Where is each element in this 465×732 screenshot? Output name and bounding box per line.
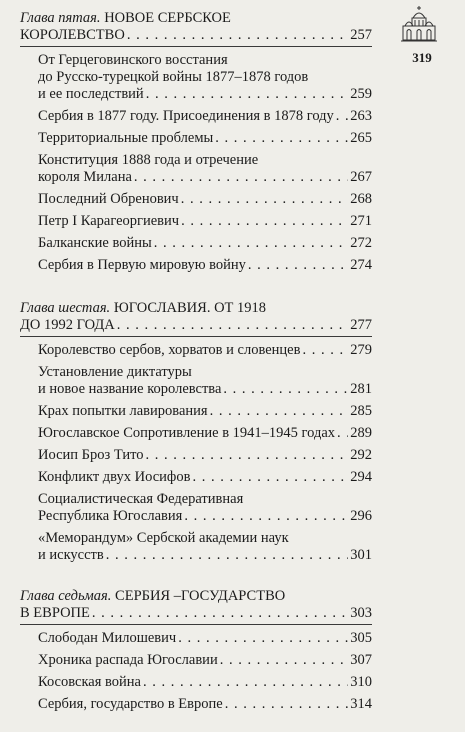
cathedral-ornament-icon	[399, 4, 439, 44]
toc-entry[interactable]	[38, 447, 372, 464]
dot-leader	[127, 27, 348, 44]
toc-entry[interactable]	[38, 674, 372, 691]
dot-leader	[178, 630, 348, 647]
toc-entry[interactable]	[38, 257, 372, 274]
toc-entry-title: и ее последствий	[38, 86, 144, 102]
chapter-label: Глава шестая.	[20, 300, 111, 316]
toc-entry-title: и новое название королевства	[38, 381, 222, 397]
dot-leader	[337, 425, 348, 442]
toc-entry-title: Конфликт двух Иосифов	[38, 469, 191, 485]
toc-entry-title: Слободан Милошевич	[38, 630, 177, 646]
chapter-heading	[20, 300, 372, 317]
chapter-page-number: 303	[350, 605, 372, 621]
toc-entry-page: 296	[350, 508, 372, 524]
toc-entry-row	[38, 469, 372, 486]
toc-entry-title: Сербия в 1877 году. Присоединения в 1878 году	[38, 108, 334, 124]
toc-entry-row	[38, 108, 372, 125]
toc-entry-row	[38, 235, 372, 252]
toc-entry-title: Сербия в Первую мировую войну	[38, 257, 246, 273]
toc-entry-title: Республика Югославия	[38, 508, 183, 524]
toc-entry[interactable]	[38, 152, 372, 186]
dot-leader	[117, 317, 349, 334]
toc-entry-title: короля Милана	[38, 169, 132, 185]
dot-leader	[184, 508, 348, 525]
chapter-label: Глава пятая.	[20, 10, 101, 26]
toc-entry-row	[38, 169, 372, 186]
toc-entry-row	[38, 213, 372, 230]
toc-entry-page: 259	[350, 86, 372, 102]
toc-entry[interactable]	[38, 469, 372, 486]
chapter-divider	[20, 46, 372, 47]
chapter-block	[20, 10, 372, 274]
toc-entry-page: 285	[350, 403, 372, 419]
dot-leader	[154, 235, 349, 252]
chapter-title-line2: КОРОЛЕВСТВО	[20, 27, 125, 43]
toc-entry-row	[38, 547, 372, 564]
toc-entry-page: 314	[350, 696, 372, 712]
toc-entry[interactable]	[38, 130, 372, 147]
dot-leader	[134, 169, 348, 186]
dot-leader	[181, 191, 349, 208]
toc-entry-title: Косовская война	[38, 674, 141, 690]
dot-leader	[92, 605, 348, 622]
toc-entry[interactable]	[38, 235, 372, 252]
toc-entry-line: От Герцеговинского восстания	[38, 52, 228, 68]
dot-leader	[210, 403, 349, 420]
toc-entry-page: 310	[350, 674, 372, 690]
toc-entry-page: 263	[350, 108, 372, 124]
toc-entry-row	[38, 403, 372, 420]
chapter-page-number: 257	[350, 27, 372, 43]
chapter-divider	[20, 336, 372, 337]
toc-entry-title: Иосип Броз Тито	[38, 447, 144, 463]
toc-entry-page: 271	[350, 213, 372, 229]
toc-entry-row	[38, 130, 372, 147]
toc-entry[interactable]	[38, 630, 372, 647]
toc-entry-page: 267	[350, 169, 372, 185]
toc-entry-row	[38, 425, 372, 442]
toc-entry-page: 294	[350, 469, 372, 485]
toc-entry-page: 279	[350, 342, 372, 358]
dot-leader	[223, 381, 348, 398]
toc-entry-title: Балканские войны	[38, 235, 152, 251]
chapter-heading	[20, 10, 372, 27]
toc-entry[interactable]	[38, 652, 372, 669]
toc-entry-line: до Русско-турецкой войны 1877–1878 годов	[38, 69, 309, 85]
toc-entry-title: Королевство сербов, хорватов и словенцев	[38, 342, 301, 358]
toc-entry-row	[38, 447, 372, 464]
toc-entry-page: 305	[350, 630, 372, 646]
chapter-page-number: 277	[350, 317, 372, 333]
toc-entry[interactable]	[38, 108, 372, 125]
toc-entry-title: Петр I Карагеоргиевич	[38, 213, 180, 229]
dot-leader	[181, 213, 348, 230]
chapter-divider	[20, 624, 372, 625]
toc-entry-row	[38, 652, 372, 669]
toc-entry-row	[38, 696, 372, 713]
toc-entry-title: Территориальные проблемы	[38, 130, 214, 146]
toc-entry-page: 307	[350, 652, 372, 668]
chapter-title-line1: ЮГОСЛАВИЯ. ОТ 1918	[113, 300, 267, 316]
toc-entry-title: Крах попытки лавирования	[38, 403, 208, 419]
toc-entry-page: 274	[350, 257, 372, 273]
toc-entry-title: Югославское Сопротивление в 1941–1945 годах	[38, 425, 336, 441]
toc-entry[interactable]	[38, 342, 372, 359]
toc-entry[interactable]	[38, 52, 372, 103]
dot-leader	[248, 257, 348, 274]
chapter-label: Глава седьмая.	[20, 588, 112, 604]
dot-leader	[192, 469, 348, 486]
chapter-title-line1: СЕРБИЯ –ГОСУДАРСТВО	[115, 588, 286, 604]
toc-entry-page: 301	[350, 547, 372, 563]
table-of-contents	[20, 10, 372, 732]
toc-entry-row	[38, 630, 372, 647]
toc-entry-row	[38, 257, 372, 274]
toc-entry-page: 281	[350, 381, 372, 397]
chapter-heading	[20, 588, 372, 605]
toc-entry-page: 268	[350, 191, 372, 207]
toc-entry-title: Последний Обренович	[38, 191, 179, 207]
dot-leader	[146, 86, 349, 103]
chapter-block	[20, 300, 372, 564]
dot-leader	[146, 447, 349, 464]
chapter-title-line2: В ЕВРОПЕ	[20, 605, 90, 621]
dot-leader	[143, 674, 348, 691]
dot-leader	[336, 108, 348, 125]
chapter-title-row[interactable]	[20, 27, 372, 44]
toc-entry-page: 272	[350, 235, 372, 251]
page-number: 319	[412, 50, 432, 65]
toc-entry[interactable]	[38, 530, 372, 564]
toc-entry-row	[38, 86, 372, 103]
dot-leader	[215, 130, 348, 147]
toc-entry[interactable]	[38, 213, 372, 230]
toc-entry-page: 289	[350, 425, 372, 441]
toc-entry[interactable]	[38, 491, 372, 525]
toc-entry-page: 265	[350, 130, 372, 146]
chapter-title-row[interactable]	[20, 317, 372, 334]
toc-entry[interactable]	[38, 364, 372, 398]
toc-entry-row	[38, 674, 372, 691]
toc-entry-line: Социалистическая Федеративная	[38, 491, 244, 507]
chapter-block	[20, 588, 372, 713]
toc-entry-row	[38, 381, 372, 398]
chapter-title-line1: НОВОЕ СЕРБСКОЕ	[104, 10, 231, 26]
toc-entry-title: и искусств	[38, 547, 104, 563]
chapter-title-line2: ДО 1992 ГОДА	[20, 317, 115, 333]
toc-entry-row	[38, 342, 372, 359]
toc-entry[interactable]	[38, 425, 372, 442]
toc-entry[interactable]	[38, 696, 372, 713]
toc-entry-row	[38, 191, 372, 208]
toc-entry-title: Сербия, государство в Европе	[38, 696, 223, 712]
toc-entry-page: 292	[350, 447, 372, 463]
dot-leader	[302, 342, 348, 359]
dot-leader	[106, 547, 349, 564]
dot-leader	[220, 652, 349, 669]
toc-entry[interactable]	[38, 403, 372, 420]
toc-entry-line: «Меморандум» Сербской академии наук	[38, 530, 289, 546]
toc-entry-line: Конституция 1888 года и отречение	[38, 152, 259, 168]
toc-entry-row	[38, 508, 372, 525]
chapter-title-row[interactable]	[20, 605, 372, 622]
toc-entry-title: Хроника распада Югославии	[38, 652, 218, 668]
toc-entry-line: Установление диктатуры	[38, 364, 192, 380]
dot-leader	[225, 696, 349, 713]
toc-entry[interactable]	[38, 191, 372, 208]
